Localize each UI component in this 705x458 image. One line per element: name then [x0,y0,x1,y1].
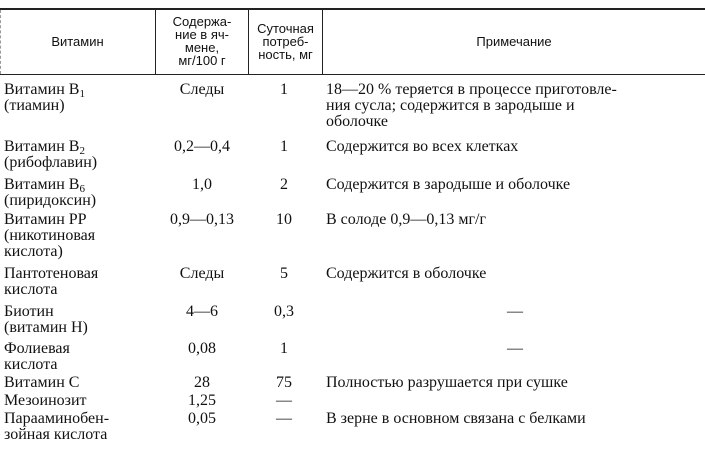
vitamin-name: Фолиевая кислота [4,340,70,373]
vitamin-name: Мезоинозит [4,392,87,409]
note-text: Содержится в оболочке [326,265,487,282]
note-text: — [507,340,523,357]
daily-need-value: — [276,392,292,409]
content-value: 1,25 [188,392,216,409]
daily-need-value: 1 [280,81,288,98]
note-text: 18—20 % теряется в процессе приготовле- ния сусла; содержится в зародыше и оболочке [326,81,617,130]
vitamin-name: Биотин (витамин Н) [4,303,88,336]
content-value: 0,05 [188,410,216,427]
header-bottom-rule [0,74,705,75]
daily-need-value: — [276,410,292,427]
content-value: 28 [194,374,210,391]
vitamin-name: Витамин $В_1$ (тиамин) [4,81,85,114]
header-vitamin: Витамин [51,33,104,49]
daily-need-value: 1 [280,340,288,357]
vitamin-name: Витамин PP (никотиновая кислота) [4,211,96,260]
note-text: Полностью разрушается при сушке [326,374,568,391]
note-text: Содержится в зародыше и оболочке [326,176,571,193]
vitamin-name: Витамин $В_6$ (пиридоксин) [4,176,97,209]
note-text: Содержится во всех клетках [326,138,519,155]
content-value: 0,9—0,13 [170,211,234,228]
daily-need-value: 75 [276,374,292,391]
content-value: 1,0 [192,176,212,193]
daily-need-value: 2 [280,176,288,193]
content-value: 0,2—0,4 [174,138,230,155]
vitamin-name: Витамин С [4,374,80,391]
vitamin-name: Витамин $В_2$ (рибофлавин) [4,138,98,171]
daily-need-value: 5 [280,265,288,282]
content-value: 4—6 [186,303,218,320]
daily-need-value: 0,3 [274,303,294,320]
daily-need-value: 1 [280,138,288,155]
content-value: 0,08 [188,340,216,357]
vitamin-name: Пантотеновая кислота [4,265,99,298]
note-text: В солоде 0,9—0,13 мг/г [326,211,487,228]
header-daily-need: Суточная потреб- ность, мг [257,20,314,62]
content-value: Следы [179,81,225,98]
header-content: Содержа- ние в яч- мене, мг/100 г [172,14,232,68]
note-text: В зерне в основном связана с белками [326,410,586,427]
vitamin-name: Парааминобен- зойная кислота [4,410,110,443]
daily-need-value: 10 [276,211,292,228]
content-value: Следы [179,265,225,282]
header-note: Примечание [476,33,552,49]
note-text: — [507,303,523,320]
